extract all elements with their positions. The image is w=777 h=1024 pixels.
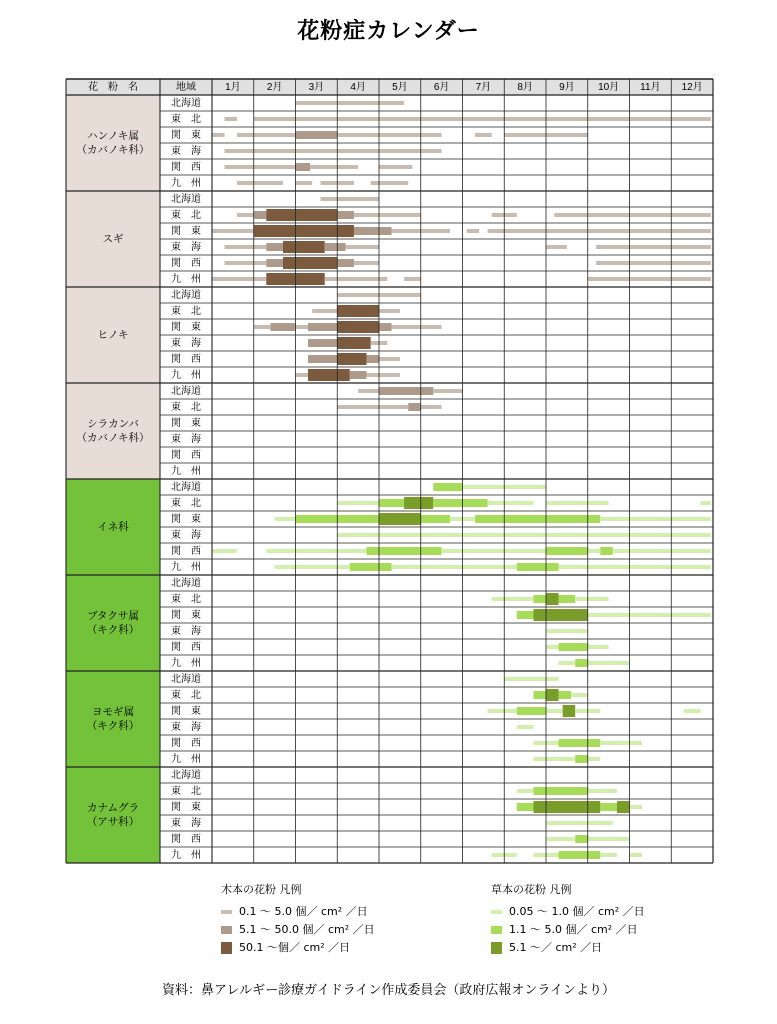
wood-pollen-bar [296, 131, 338, 139]
wood-pollen-bar [225, 149, 254, 153]
legend-swatch [221, 910, 232, 914]
wood-pollen-bar [266, 209, 337, 221]
herb-pollen-bar [575, 835, 588, 843]
region-label: 関 西 [171, 834, 201, 846]
herb-pollen-bar [559, 565, 711, 569]
region-label: 九 州 [171, 466, 201, 478]
herb-pollen-bar [588, 549, 601, 553]
wood-pollen-bar [225, 165, 296, 169]
wood-pollen-bar [596, 261, 711, 265]
region-label: 東 北 [171, 306, 201, 318]
herb-pollen-bar [517, 501, 534, 505]
region-label: 九 州 [171, 850, 201, 862]
plant-name: （キク科） [86, 623, 140, 636]
wood-pollen-bar [308, 339, 337, 347]
herb-pollen-bar [366, 547, 441, 555]
wood-pollen-bar [254, 211, 267, 219]
wood-pollen-bar [366, 355, 379, 363]
wood-pollen-bar [321, 197, 363, 201]
herb-pollen-bar [546, 689, 559, 701]
plant-name: カナムグラ [87, 801, 139, 814]
region-label: 東 海 [171, 626, 201, 638]
region-label: 東 北 [171, 114, 201, 126]
herb-pollen-bar [421, 515, 450, 523]
region-label: 北海道 [171, 578, 201, 590]
herb-pollen-bar [275, 517, 296, 521]
wood-pollen-bar [554, 213, 711, 217]
month-label: 9月 [559, 82, 575, 94]
wood-pollen-bar [588, 277, 711, 281]
herb-pollen-bar [588, 645, 609, 649]
herb-pollen-bar [559, 595, 576, 603]
wood-pollen-bar [337, 225, 354, 237]
herb-pollen-bar [475, 515, 600, 523]
herb-pollen-bar [533, 801, 600, 813]
region-label: 北海道 [171, 674, 201, 686]
herb-pollen-bar [575, 755, 588, 763]
herb-pollen-bar [533, 595, 546, 603]
month-label: 10月 [598, 82, 620, 94]
herb-pollen-bar [600, 741, 642, 745]
herb-pollen-bar [546, 837, 575, 841]
wood-pollen-bar [337, 321, 379, 333]
herb-pollen-bar [588, 613, 609, 617]
wood-pollen-bar [212, 277, 266, 281]
wood-pollen-bar [296, 163, 311, 171]
herb-pollen-bar [488, 709, 517, 713]
wood-pollen-bar [283, 241, 325, 253]
month-label: 7月 [475, 82, 492, 94]
herb-pollen-bar [337, 533, 711, 537]
wood-pollen-bar [325, 277, 354, 281]
wood-pollen-bar [308, 355, 337, 363]
wood-pollen-bar [354, 277, 387, 281]
wood-pollen-bar [354, 227, 392, 235]
herb-pollen-bar [337, 501, 379, 505]
wood-pollen-bar [475, 133, 492, 137]
herb-pollen-bar [433, 499, 487, 507]
herb-pollen-bar [609, 613, 711, 617]
wood-pollen-bar [379, 387, 433, 395]
herb-pollen-bar [630, 805, 643, 809]
wood-pollen-bar [296, 101, 405, 105]
header-pollen-name: 花 粉 名 [88, 82, 138, 94]
herb-pollen-bar [392, 565, 517, 569]
herb-pollen-bar [588, 789, 617, 793]
herb-pollen-bar [404, 497, 433, 509]
region-label: 東 北 [171, 402, 201, 414]
legend-swatch [491, 926, 502, 934]
wood-pollen-bar [225, 245, 267, 249]
month-label: 1月 [225, 82, 241, 94]
region-label: 北海道 [171, 290, 201, 302]
herb-pollen-bar [517, 707, 546, 715]
header-region: 地域 [176, 82, 196, 94]
herb-pollen-bar [559, 691, 572, 699]
herb-pollen-bar [546, 821, 613, 825]
wood-pollen-bar [254, 117, 711, 121]
region-label: 九 州 [171, 274, 201, 286]
wood-pollen-bar [392, 325, 442, 329]
herb-pollen-bar [571, 693, 588, 697]
wood-pollen-bar [312, 309, 337, 313]
wood-pollen-bar [254, 325, 271, 329]
region-label: 北海道 [171, 194, 201, 206]
herb-pollen-bar [533, 787, 587, 795]
region-label: 関 西 [171, 162, 201, 174]
wood-pollen-bar [212, 133, 225, 137]
herb-pollen-bar [559, 643, 588, 651]
plant-name: （キク科） [86, 719, 140, 732]
region-label: 関 東 [171, 226, 201, 238]
region-label: 北海道 [171, 482, 201, 494]
wood-pollen-bar [337, 405, 408, 409]
wood-pollen-bar [308, 369, 350, 381]
herb-pollen-bar [600, 547, 613, 555]
month-label: 6月 [433, 82, 450, 94]
month-label: 5月 [392, 82, 408, 94]
wood-pollen-bar [266, 243, 283, 251]
legend-swatch [221, 926, 232, 934]
month-label: 12月 [681, 82, 703, 94]
herb-pollen-bar [379, 499, 404, 507]
region-label: 東 海 [171, 338, 201, 350]
region-label: 北海道 [171, 98, 201, 110]
month-label: 2月 [266, 82, 283, 94]
wood-pollen-bar [266, 259, 283, 267]
region-label: 東 北 [171, 594, 201, 606]
herb-pollen-bar [700, 501, 710, 505]
wood-pollen-bar [237, 213, 254, 217]
legend-swatch [221, 942, 232, 954]
region-label: 東 海 [171, 818, 201, 830]
wood-pollen-bar [358, 389, 379, 393]
wood-pollen-bar [488, 229, 711, 233]
region-label: 関 東 [171, 130, 201, 142]
herb-pollen-bar [442, 549, 546, 553]
wood-pollen-bar [371, 181, 409, 185]
page-title: 花粉症カレンダー [297, 19, 480, 44]
wood-pollen-bar [308, 323, 337, 331]
wood-pollen-bar [546, 245, 567, 249]
herb-pollen-bar [546, 593, 559, 605]
wood-pollen-bar [346, 245, 379, 249]
wood-pollen-bar [379, 323, 392, 331]
region-label: 北海道 [171, 770, 201, 782]
plant-name: （アサ科） [86, 815, 140, 828]
region-label: 関 東 [171, 802, 201, 814]
herb-pollen-bar [546, 501, 609, 505]
month-label: 11月 [640, 82, 661, 94]
wood-pollen-bar [366, 373, 399, 377]
region-label: 関 東 [171, 706, 201, 718]
legend-label: 50.1 ～個／ cm² ／日 [239, 941, 351, 954]
wood-pollen-bar [296, 181, 313, 185]
legend-label: 0.1 ～ 5.0 個／ cm² ／日 [239, 905, 368, 918]
plant-name: スギ [102, 232, 124, 245]
herb-pollen-bar [588, 757, 601, 761]
wood-pollen-bar [354, 213, 421, 217]
wood-legend-title: 木本の花粉 凡例 [221, 883, 302, 896]
herb-pollen-bar [546, 645, 559, 649]
region-label: 関 西 [171, 546, 201, 558]
region-label: 東 北 [171, 786, 201, 798]
region-label: 関 西 [171, 258, 201, 270]
plant-name: ハンノキ属 [87, 129, 139, 142]
region-label: 関 西 [171, 450, 201, 462]
herb-pollen-bar [630, 853, 643, 857]
month-label: 3月 [308, 82, 325, 94]
legend-label: 0.05 ～ 1.0 個／ cm² ／日 [509, 905, 645, 918]
herb-pollen-bar [533, 691, 546, 699]
wood-pollen-bar [379, 165, 412, 169]
region-label: 東 北 [171, 210, 201, 222]
region-label: 東 海 [171, 722, 201, 734]
wood-pollen-bar [310, 165, 358, 169]
herb-pollen-bar [275, 565, 350, 569]
herb-pollen-bar [504, 677, 558, 681]
herb-pollen-bar [617, 801, 630, 813]
plant-name: ヒノキ [97, 328, 129, 341]
region-label: 関 東 [171, 418, 201, 430]
plant-name: ヨモギ属 [92, 705, 134, 718]
month-label: 4月 [350, 82, 366, 94]
region-label: 関 西 [171, 642, 201, 654]
herb-pollen-bar [517, 725, 534, 729]
wood-pollen-bar [254, 149, 442, 153]
wood-pollen-bar [325, 243, 346, 251]
herb-pollen-bar [546, 629, 588, 633]
wood-pollen-bar [225, 117, 238, 121]
wood-pollen-bar [337, 259, 354, 267]
herb-pollen-bar [546, 547, 588, 555]
herb-pollen-bar [588, 661, 630, 665]
herb-pollen-bar [533, 609, 587, 621]
wood-pollen-bar [296, 373, 309, 377]
plant-name: ブタクサ属 [87, 609, 139, 622]
herb-pollen-bar [517, 803, 534, 811]
herb-pollen-bar [350, 563, 392, 571]
legend-label: 5.1 ～ 50.0 個／ cm² ／日 [239, 923, 375, 936]
herb-pollen-bar [517, 789, 534, 793]
wood-pollen-bar [596, 245, 711, 249]
source-note: 資料：鼻アレルギー診療ガイドライン作成委員会（政府広報オンラインより） [162, 983, 615, 998]
herb-pollen-bar [559, 661, 576, 665]
herb-pollen-bar [517, 611, 534, 619]
region-label: 九 州 [171, 658, 201, 670]
region-label: 九 州 [171, 754, 201, 766]
herb-pollen-bar [684, 709, 701, 713]
herb-pollen-bar [517, 563, 559, 571]
wood-pollen-bar [237, 133, 295, 137]
region-label: 東 海 [171, 146, 201, 158]
wood-pollen-bar [337, 211, 354, 219]
herb-pollen-bar [559, 851, 601, 859]
region-label: 九 州 [171, 370, 201, 382]
herb-pollen-bar [492, 597, 534, 601]
wood-pollen-bar [337, 133, 441, 137]
legend-label: 1.1 ～ 5.0 個／ cm² ／日 [509, 923, 638, 936]
legend-label: 5.1 ～／ cm² ／日 [509, 941, 603, 954]
herb-pollen-bar [379, 513, 421, 525]
wood-pollen-bar [362, 197, 379, 201]
wood-pollen-bar [337, 337, 370, 349]
herb-pollen-bar [433, 483, 462, 491]
wood-pollen-bar [350, 371, 367, 379]
wood-pollen-bar [408, 403, 421, 411]
region-label: 東 北 [171, 498, 201, 510]
herb-pollen-bar [600, 803, 617, 811]
region-label: 関 東 [171, 514, 201, 526]
herb-pollen-bar [600, 853, 617, 857]
wood-pollen-bar [337, 305, 379, 317]
herb-pollen-bar [266, 549, 366, 553]
legend-swatch [491, 942, 502, 954]
wood-pollen-bar [379, 357, 400, 361]
region-label: 関 西 [171, 354, 201, 366]
plant-name: （カバノキ科） [76, 431, 150, 444]
region-label: 九 州 [171, 178, 201, 190]
wood-pollen-bar [421, 405, 442, 409]
plant-name: イネ科 [97, 520, 129, 533]
wood-pollen-bar [467, 229, 480, 233]
herb-pollen-bar [575, 597, 608, 601]
region-label: 関 東 [171, 322, 201, 334]
wood-pollen-bar [283, 257, 337, 269]
wood-pollen-bar [433, 229, 450, 233]
wood-pollen-bar [270, 323, 295, 331]
herb-pollen-bar [613, 549, 711, 553]
wood-pollen-bar [354, 261, 379, 265]
region-label: 東 海 [171, 434, 201, 446]
herb-legend-title: 草本の花粉 凡例 [491, 883, 572, 896]
herb-pollen-bar [575, 659, 588, 667]
herb-pollen-bar [600, 517, 711, 521]
wood-pollen-bar [379, 309, 400, 313]
wood-pollen-bar [237, 181, 283, 185]
wood-pollen-bar [337, 353, 366, 365]
wood-pollen-bar [225, 261, 267, 265]
region-label: 北海道 [171, 386, 201, 398]
region-label: 東 海 [171, 242, 201, 254]
plant-name: （カバノキ科） [76, 143, 150, 156]
herb-pollen-bar [563, 705, 576, 717]
herb-pollen-bar [588, 837, 630, 841]
wood-pollen-bar [433, 389, 462, 393]
wood-pollen-bar [296, 325, 309, 329]
region-label: 関 西 [171, 738, 201, 750]
herb-pollen-bar [488, 501, 517, 505]
region-label: 九 州 [171, 562, 201, 574]
herb-pollen-bar [212, 549, 237, 553]
region-label: 東 海 [171, 530, 201, 542]
herb-pollen-bar [546, 709, 563, 713]
wood-pollen-bar [212, 229, 254, 233]
region-label: 東 北 [171, 690, 201, 702]
herb-pollen-bar [559, 739, 601, 747]
month-label: 8月 [517, 82, 533, 94]
region-label: 関 東 [171, 610, 201, 622]
plant-name: シラカンバ [87, 417, 139, 430]
wood-pollen-bar [392, 229, 434, 233]
legend-swatch [491, 910, 502, 914]
wood-pollen-bar [404, 277, 421, 281]
herb-pollen-bar [533, 757, 575, 761]
